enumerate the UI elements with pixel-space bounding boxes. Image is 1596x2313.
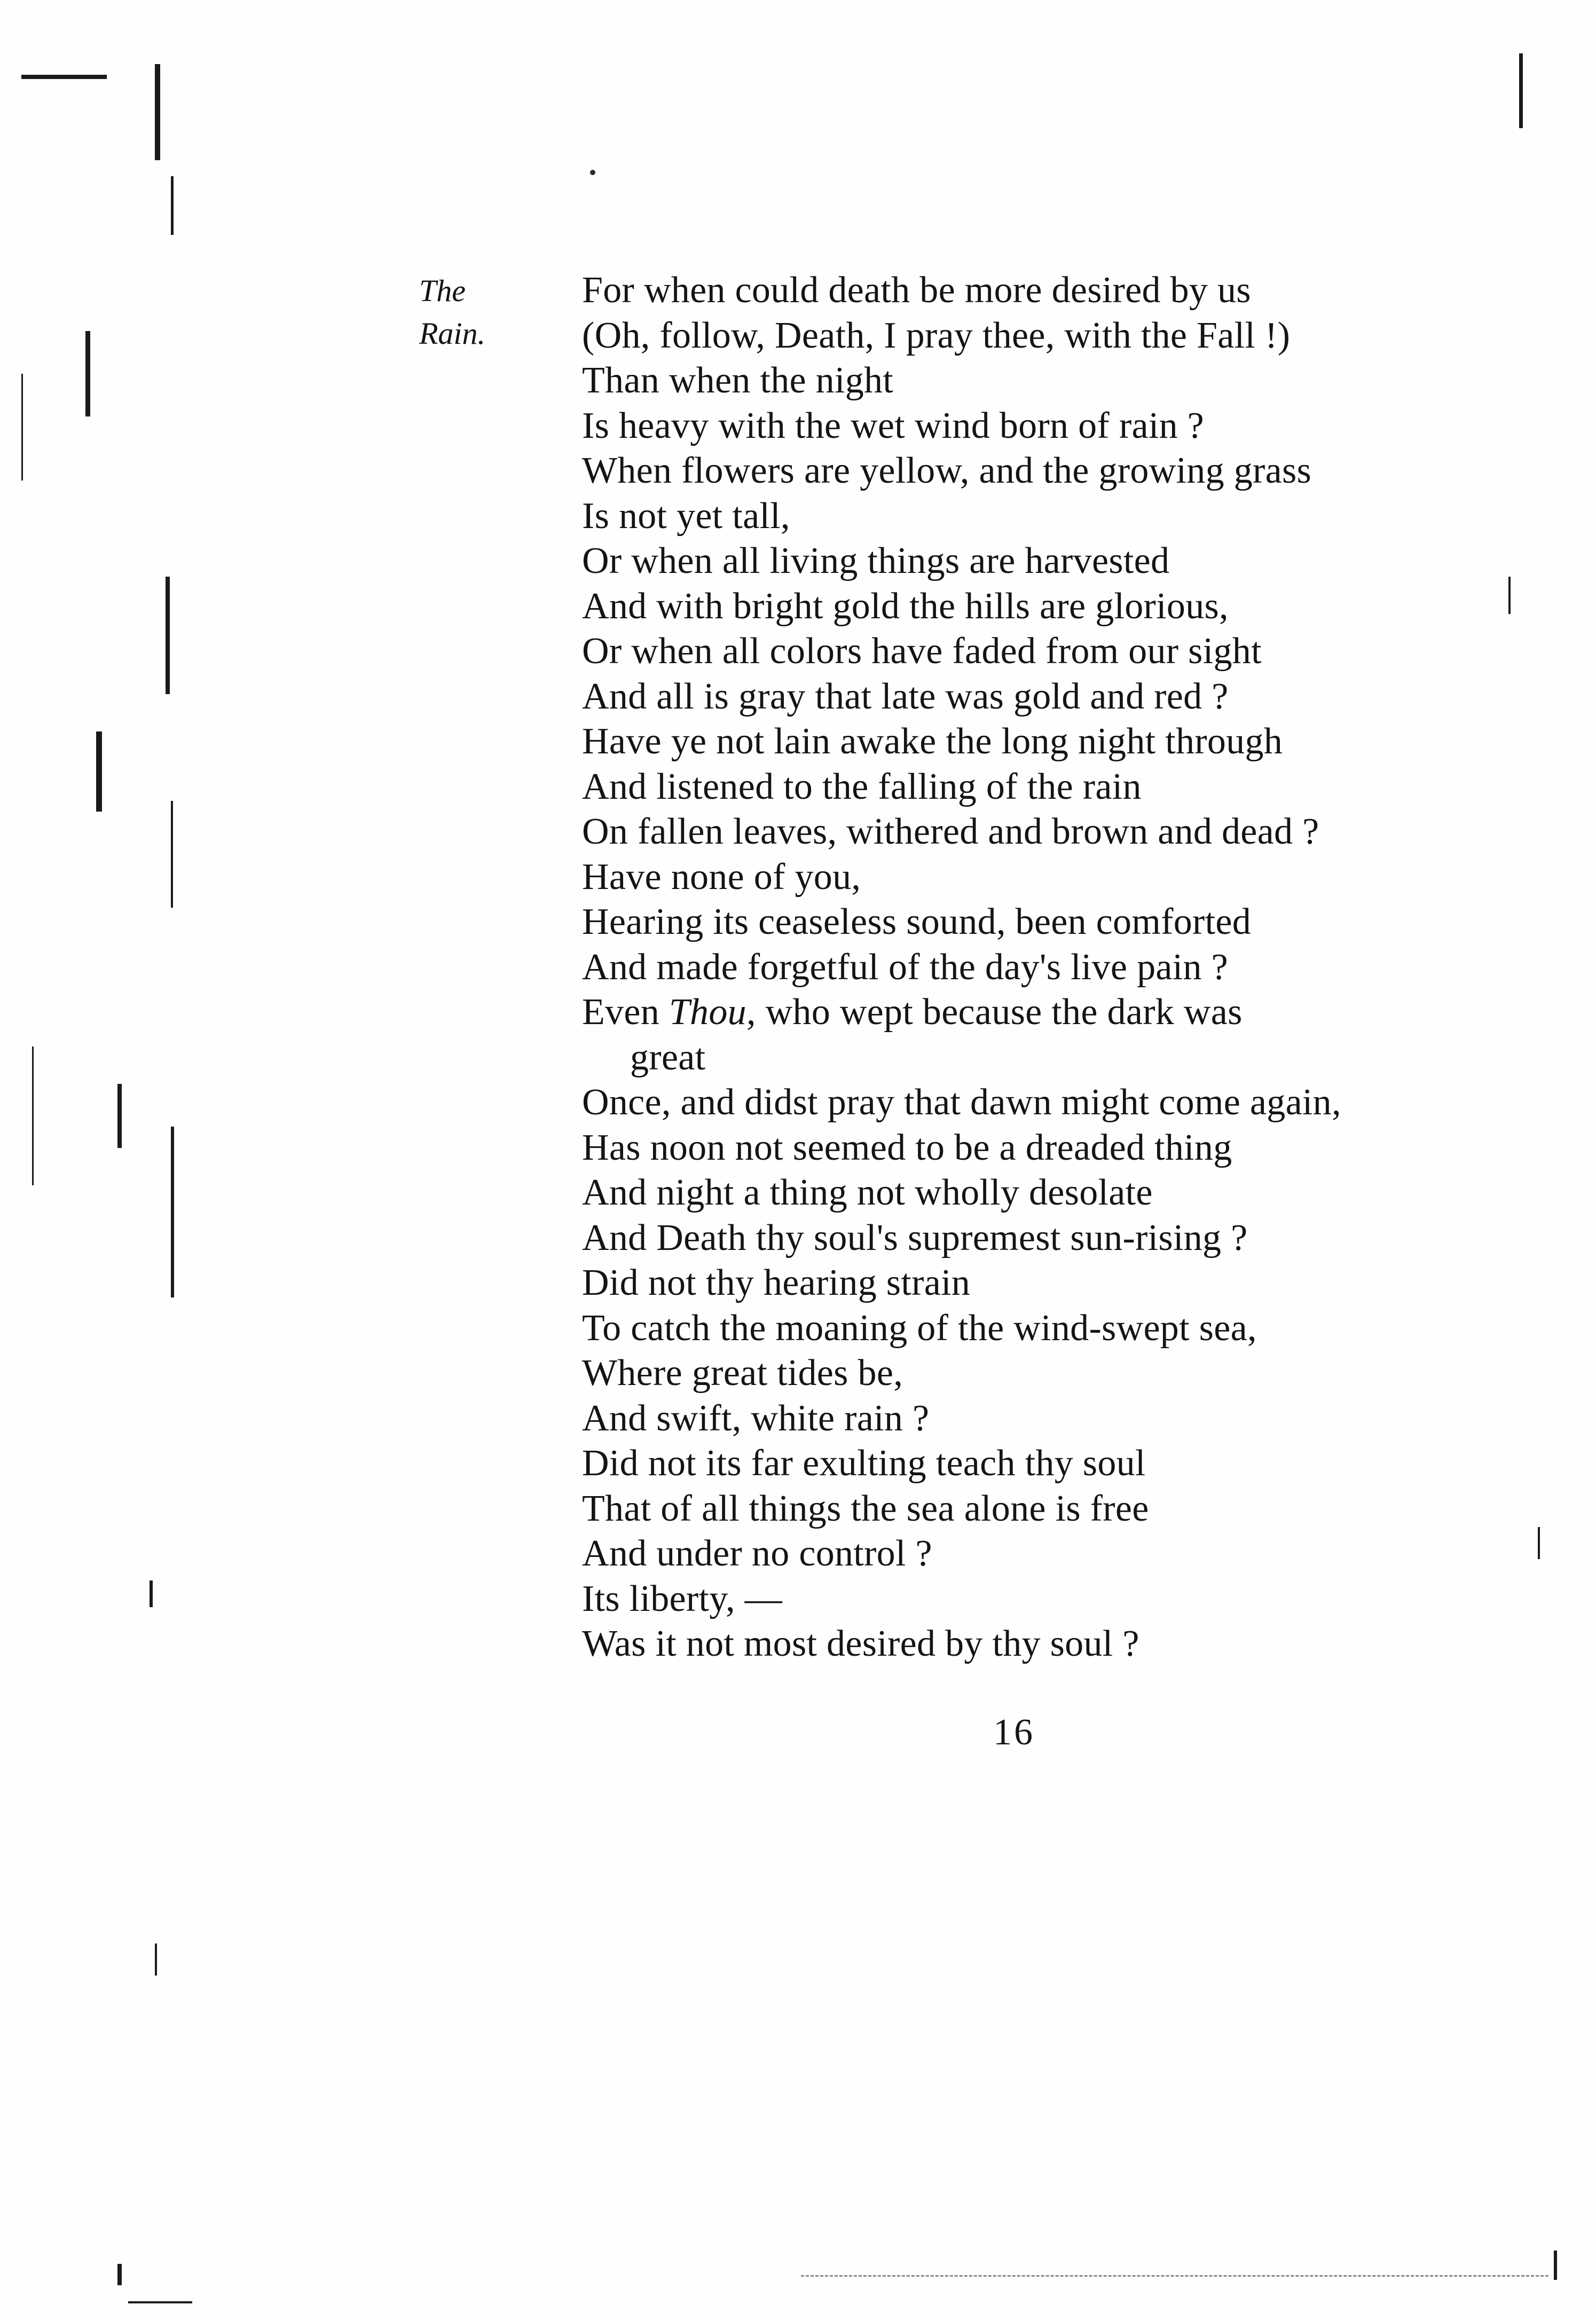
margin-title-line-2: Rain. xyxy=(419,316,486,351)
poem-line: Was it not most desired by thy soul ? xyxy=(582,1623,1139,1664)
margin-title-line-1: The xyxy=(419,273,466,308)
margin-title xyxy=(419,270,558,355)
poem-line: Have ye not lain awake the long night through xyxy=(582,721,1283,762)
right-edge-mark xyxy=(1519,53,1523,128)
ink-speck xyxy=(590,170,595,175)
poem-line: Is heavy with the wet wind born of rain ? xyxy=(582,405,1205,446)
poem-line: And Death thy soul's supremest sun-rising ? xyxy=(582,1217,1248,1258)
scanned-bottom-edge xyxy=(801,2273,1548,2277)
right-edge-mark xyxy=(1554,2251,1557,2280)
right-edge-mark xyxy=(1508,577,1511,614)
poem-line: That of all things the sea alone is free xyxy=(582,1488,1149,1529)
poem-line: Or when all living things are harvested xyxy=(582,540,1170,581)
poem-line: And made forgetful of the day's live pain ? xyxy=(582,946,1228,988)
poem-line-turnover: great xyxy=(630,1036,706,1078)
right-edge-mark xyxy=(1538,1527,1540,1559)
poem-line: And listened to the falling of the rain xyxy=(582,766,1142,807)
poem-line: And under no control ? xyxy=(582,1533,932,1574)
page-number: 16 xyxy=(993,1712,1035,1753)
poem-line: Hearing its ceaseless sound, been comforted xyxy=(582,901,1252,942)
poem-line: Its liberty, — xyxy=(582,1578,782,1619)
poem-line: Than when the night xyxy=(582,360,894,401)
poem-line: And all is gray that late was gold and red ? xyxy=(582,675,1229,717)
poem-line: Has noon not seemed to be a dreaded thing xyxy=(582,1127,1232,1168)
scanned-binding-edge xyxy=(0,32,192,2291)
poem-line: Have none of you, xyxy=(582,856,861,898)
poem-line: Did not its far exulting teach thy soul xyxy=(582,1443,1146,1484)
poem-line: Is not yet tall, xyxy=(582,495,790,537)
poem-line: Where great tides be, xyxy=(582,1352,903,1394)
poem-line: Did not thy hearing strain xyxy=(582,1262,971,1303)
poem-line: On fallen leaves, withered and brown and dead ? xyxy=(582,811,1319,852)
poem-line: Or when all colors have faded from our sight xyxy=(582,631,1262,672)
thou-italic: Thou xyxy=(669,992,746,1033)
poem-line: When flowers are yellow, and the growing grass xyxy=(582,450,1312,491)
poem-text xyxy=(582,268,1500,1667)
poem-line: To catch the moaning of the wind-swept sea, xyxy=(582,1307,1257,1349)
poem-line: And night a thing not wholly desolate xyxy=(582,1172,1153,1213)
poem-line: And with bright gold the hills are glorious, xyxy=(582,585,1229,627)
poem-line: Once, and didst pray that dawn might come again, xyxy=(582,1082,1341,1123)
thou-before: Even xyxy=(582,992,669,1033)
poem-line: And swift, white rain ? xyxy=(582,1397,930,1439)
poem-line-thou xyxy=(582,990,1500,1035)
poem-line: (Oh, follow, Death, I pray thee, with the Fall !) xyxy=(582,314,1291,356)
poem-line: For when could death be more desired by us xyxy=(582,270,1251,311)
thou-after: , who wept because the dark was xyxy=(746,992,1243,1033)
